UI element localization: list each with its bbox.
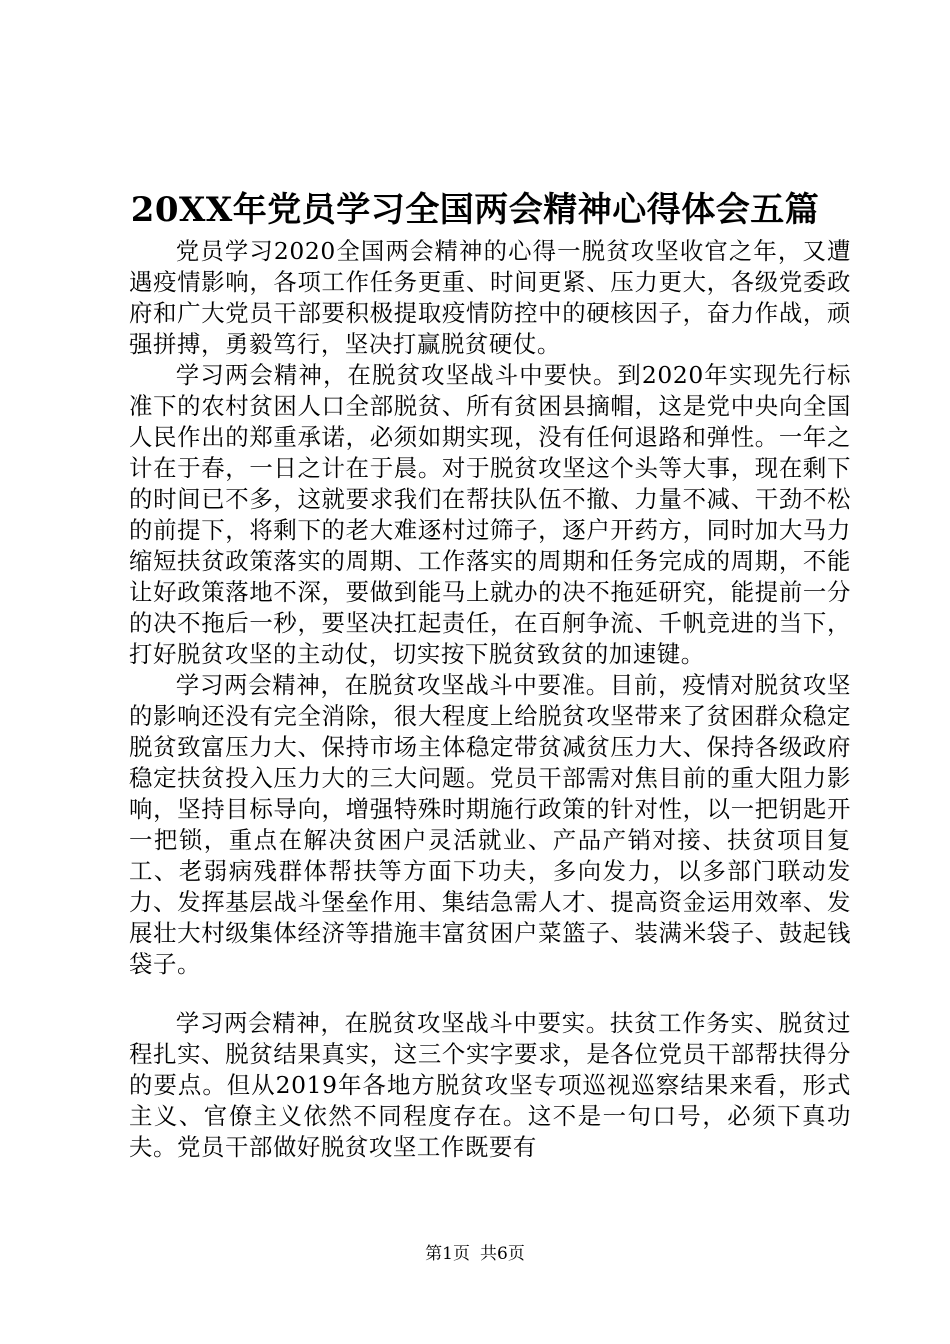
page-total: 共6页 — [480, 1244, 525, 1264]
page-footer — [0, 1243, 950, 1265]
page-number: 第1页 — [425, 1244, 470, 1264]
document-body — [129, 236, 851, 1163]
paragraph-substance: 学习两会精神，在脱贫攻坚战斗中要实。扶贫工作务实、脱贫过程扎实、脱贫结果真实，这三个实字要求，是各位党员干部帮扶得分的要点。但从2019年各地方脱贫攻坚专项巡视巡察结果来看，形式主义、官僚主义依然不同程度存在。这不是一句口号，必须下真功夫。党员干部做好脱贫攻坚工作既要有 — [129, 1009, 851, 1161]
paragraph-precision: 学习两会精神，在脱贫攻坚战斗中要准。目前，疫情对脱贫攻坚的影响还没有完全消除，很大程度上给脱贫攻坚带来了贫困群众稳定脱贫致富压力大、保持市场主体稳定带贫减贫压力大、保持各级政府稳定扶贫投入压力大的三大问题。党员干部需对焦目前的重大阻力影响，坚持目标导向，增强特殊时期施行政策的针对性，以一把钥匙开一把锁，重点在解决贫困户灵活就业、产品产销对接、扶贫项目复工、老弱病残群体帮扶等方面下功夫，多向发力，以多部门联动发力、发挥基层战斗堡垒作用、集结急需人才、提高资金运用效率、发展壮大村级集体经济等措施丰富贫困户菜篮子、装满米袋子、鼓起钱袋子。 — [129, 671, 851, 978]
document-title: 20XX年党员学习全国两会精神心得体会五篇 — [130, 190, 820, 230]
paragraph-speed: 学习两会精神，在脱贫攻坚战斗中要快。到2020年实现先行标准下的农村贫困人口全部脱贫、所有贫困县摘帽，这是党中央向全国人民作出的郑重承诺，必须如期实现，没有任何退路和弹性。一年之计在于春，一日之计在于晨。对于脱贫攻坚这个头等大事，现在剩下的时间已不多，这就要求我们在帮扶队伍不撤、力量不减、干劲不松的前提下，将剩下的老大难逐村过筛子，逐户开药方，同时加大马力缩短扶贫政策落实的周期、工作落实的周期和任务完成的周期，不能让好政策落地不深，要做到能马上就办的决不拖延研究，能提前一分的决不拖后一秒，要坚决扛起责任，在百舸争流、千帆竞进的当下，打好脱贫攻坚的主动仗，切实按下脱贫致贫的加速键。 — [129, 361, 851, 668]
paragraph-intro: 党员学习2020全国两会精神的心得一脱贫攻坚收官之年，又遭遇疫情影响，各项工作任务更重、时间更紧、压力更大，各级党委政府和广大党员干部要积极提取疫情防控中的硬核因子，奋力作战，顽强拼搏，勇毅笃行，坚决打赢脱贫硬仗。 — [129, 237, 851, 358]
